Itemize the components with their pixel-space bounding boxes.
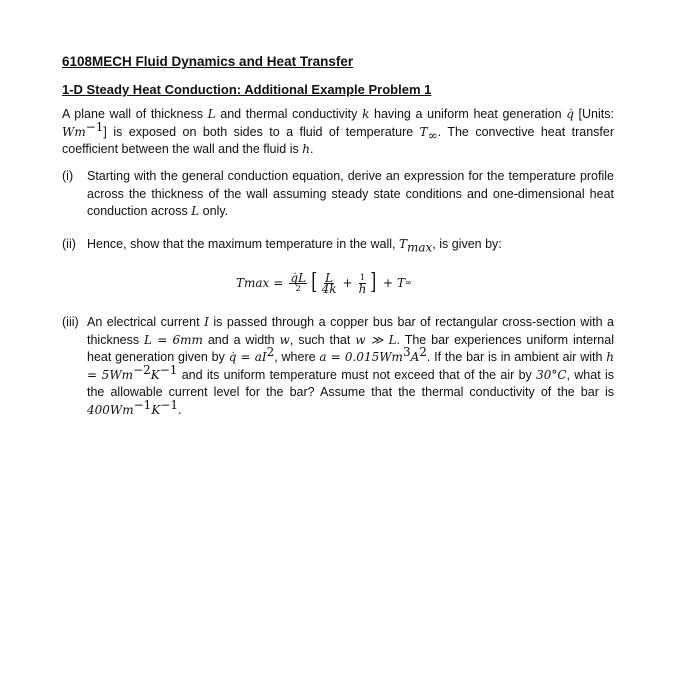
part-text <box>87 314 614 419</box>
text-run: , what is the allowable current level for the bar? Assume that the thermal conductivity of the bar is <box>87 367 614 399</box>
denominator: h <box>358 281 367 296</box>
math-symbol: q̇ <box>566 107 574 121</box>
part-number: (ii) <box>62 237 76 251</box>
part-number: (i) <box>62 169 74 183</box>
math-expression: q̇ = aI <box>228 350 267 364</box>
math-subscript: ∞ <box>427 128 438 142</box>
numerator: q̇L <box>290 270 307 285</box>
fraction-L-over-4k <box>321 270 337 296</box>
part-text <box>87 236 614 254</box>
text-run: , is given by: <box>432 237 502 251</box>
fraction-1-over-h <box>359 273 367 294</box>
text-run: . The convective heat transfer coefficient between the wall and the fluid is <box>62 124 614 156</box>
formula-T-inf: T <box>397 276 406 290</box>
math-symbol: k <box>362 107 370 121</box>
part-text <box>87 168 614 221</box>
text-run: is passed through a copper bus bar of rectangular cross-section with a thickness <box>87 315 615 347</box>
math-symbol: L <box>207 107 216 121</box>
left-bracket: [ <box>311 270 318 295</box>
part-number: (iii) <box>62 315 79 329</box>
text-run: and thermal conductivity <box>215 107 363 121</box>
math-symbol: K <box>150 367 160 382</box>
fraction-qL-over-2 <box>289 270 307 294</box>
math-exponent: −1 <box>160 397 178 412</box>
math-symbol: I <box>204 315 209 329</box>
problem-statement <box>62 106 614 159</box>
text-run: only. <box>199 204 229 218</box>
text-run: An electrical current <box>87 315 205 329</box>
math-exponent: −1 <box>85 119 104 134</box>
course-title: 6108MECH Fluid Dynamics and Heat Transfer <box>62 54 354 69</box>
text-run: [Units: <box>573 107 614 121</box>
formula-T: T <box>236 276 245 290</box>
text-run: , such that <box>289 332 356 347</box>
tmax-formula: T max = $\frac{q̇L}{2}$ [ $\frac{L}{4k}$ + $\frac{1}{h}$ ] + T ∞ <box>236 270 412 296</box>
formula-plus: + <box>342 276 353 290</box>
math-exponent: 2 <box>266 344 275 359</box>
text-run: . The bar experiences uniform internal heat generation given by <box>87 332 614 364</box>
math-subscript: max <box>406 240 433 255</box>
math-exponent: 2 <box>419 344 427 359</box>
part-i <box>62 168 614 221</box>
problem-title: 1-D Steady Heat Conduction: Additional Example Problem 1 <box>62 82 432 97</box>
formula-plus: + <box>382 276 393 290</box>
math-expression: 400Wm <box>87 402 134 417</box>
math-symbol: A <box>410 350 420 364</box>
text-run: Starting with the general conduction equation, derive an expression for the temperature profile across the thickness of the wall assuming steady state conditions and one-dimensional heat conduction across <box>87 169 614 218</box>
text-run: . If the bar is in ambient air with <box>426 350 607 364</box>
part-ii <box>62 236 614 254</box>
text-run: . <box>309 142 314 156</box>
math-exponent: −2 <box>133 362 151 377</box>
math-expression: 30°C <box>536 367 567 382</box>
math-symbol: T <box>398 237 407 251</box>
text-run: and a width <box>202 332 280 347</box>
numerator: 1 <box>359 272 366 283</box>
math-expression: h = 5Wm <box>87 350 615 382</box>
right-bracket: ] <box>370 270 377 295</box>
math-symbol: w <box>279 332 290 347</box>
part-iii <box>62 314 614 419</box>
math-exponent: −1 <box>133 397 152 412</box>
math-exponent: 3 <box>402 344 411 359</box>
text-run: A plane wall of thickness <box>62 107 208 121</box>
formula-equals: = <box>273 276 284 290</box>
numerator: L <box>325 270 334 285</box>
text-run: ] is exposed on both sides to a fluid of temperature <box>103 124 420 139</box>
math-symbol: K <box>151 402 161 417</box>
text-run: Hence, show that the maximum temperature in the wall, <box>87 237 399 251</box>
text-run: and its uniform temperature must not exceed that of the air by <box>177 367 537 382</box>
denominator: 4k <box>321 281 337 296</box>
math-symbol: L <box>191 204 200 218</box>
math-expression: L = 6mm <box>144 332 203 347</box>
math-symbol: T <box>419 124 428 139</box>
math-expression: a = 0.015Wm <box>319 350 403 364</box>
text-run: , where <box>274 350 320 364</box>
math-units: Wm <box>62 124 86 139</box>
math-symbol: h <box>302 142 310 156</box>
math-expression: w ≫ L <box>355 332 397 347</box>
denominator: 2 <box>295 283 301 294</box>
math-exponent: −1 <box>159 362 178 377</box>
text-run: . <box>178 402 182 417</box>
text-run: having a uniform heat generation <box>369 107 567 121</box>
